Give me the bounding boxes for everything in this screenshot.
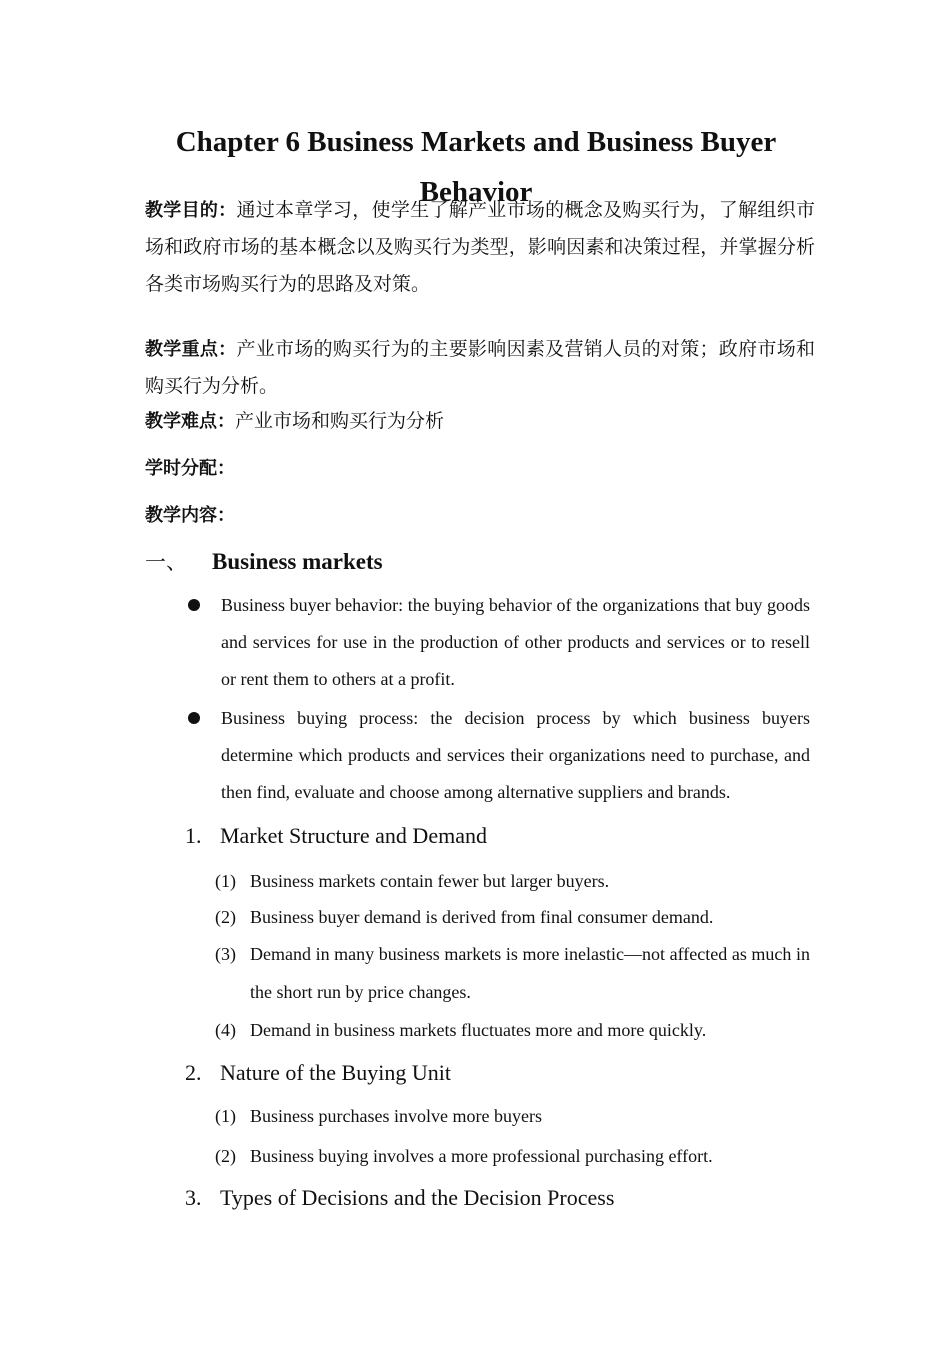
list-item-number: (3) bbox=[215, 944, 236, 964]
bullet-dot-icon bbox=[188, 599, 200, 611]
bullet-item bbox=[221, 587, 810, 698]
teaching-key-points-text: 产业市场的购买行为的主要影响因素及营销人员的对策；政府市场和购买行为分析。 bbox=[145, 339, 815, 397]
subsection-number: 2. bbox=[185, 1060, 202, 1085]
subsection-number: 1. bbox=[185, 823, 202, 848]
list-item-text: Business purchases involve more buyers bbox=[250, 1106, 542, 1126]
list-item-number: (1) bbox=[215, 871, 236, 891]
bullet-text: Business buying process: the decision process by which business buyers determine which products and services their organizations need to purchase, and then find, evaluate and choose among alternative suppliers and brands. bbox=[221, 708, 810, 802]
list-item-number: (2) bbox=[215, 907, 236, 927]
bullet-item bbox=[221, 700, 810, 811]
subsection-heading bbox=[185, 1183, 614, 1213]
teaching-key-points-label: 教学重点： bbox=[145, 339, 237, 360]
class-hours-label: 学时分配： bbox=[145, 458, 235, 479]
list-item-number: (1) bbox=[215, 1106, 236, 1126]
subsection-title: Market Structure and Demand bbox=[220, 823, 487, 848]
list-item-text: Demand in many business markets is more inelastic—not affected as much in the short run by price changes. bbox=[250, 944, 810, 1002]
list-item-text: Demand in business markets fluctuates more and more quickly. bbox=[250, 1020, 707, 1040]
bullet-dot-icon bbox=[188, 712, 200, 724]
list-item-text: Business markets contain fewer but larger buyers. bbox=[250, 871, 610, 891]
class-hours bbox=[145, 450, 815, 487]
list-item-text: Business buying involves a more professional purchasing effort. bbox=[250, 1146, 713, 1166]
list-item bbox=[215, 862, 810, 900]
section-heading bbox=[145, 545, 383, 579]
bullet-text: Business buyer behavior: the buying behavior of the organizations that buy goods and services for use in the production of other products and services or to resell or rent them to others at a profit. bbox=[221, 595, 810, 689]
teaching-goal-text: 通过本章学习，使学生了解产业市场的概念及购买行为，了解组织市场和政府市场的基本概念以及购买行为类型，影响因素和决策过程，并掌握分析各类市场购买行为的思路及对策。 bbox=[145, 200, 815, 295]
list-item-text: Business buyer demand is derived from final consumer demand. bbox=[250, 907, 714, 927]
section-title: Business markets bbox=[212, 549, 383, 574]
list-item bbox=[215, 1137, 810, 1175]
teaching-content bbox=[145, 497, 815, 534]
section-number: 一、 bbox=[145, 550, 187, 574]
list-item bbox=[215, 1097, 810, 1135]
teaching-difficulties-label: 教学难点： bbox=[145, 411, 235, 432]
teaching-goal-label: 教学目的： bbox=[145, 200, 237, 221]
chapter-title-line-2: Behavior bbox=[419, 176, 533, 208]
teaching-difficulties bbox=[145, 403, 815, 440]
list-item bbox=[215, 935, 810, 1011]
teaching-key-points bbox=[145, 331, 815, 405]
list-item bbox=[215, 1011, 810, 1049]
teaching-difficulties-text: 产业市场和购买行为分析 bbox=[235, 411, 445, 432]
teaching-content-label: 教学内容： bbox=[145, 505, 235, 526]
subsection-number: 3. bbox=[185, 1185, 202, 1210]
subsection-title: Nature of the Buying Unit bbox=[220, 1060, 451, 1085]
list-item-number: (4) bbox=[215, 1020, 236, 1040]
teaching-goal bbox=[145, 192, 815, 303]
list-item-number: (2) bbox=[215, 1146, 236, 1166]
subsection-heading bbox=[185, 1058, 451, 1088]
list-item bbox=[215, 898, 810, 936]
subsection-heading bbox=[185, 821, 487, 851]
subsection-title: Types of Decisions and the Decision Process bbox=[220, 1185, 615, 1210]
chapter-title-line-1: Chapter 6 Business Markets and Business Buyer bbox=[175, 126, 777, 158]
